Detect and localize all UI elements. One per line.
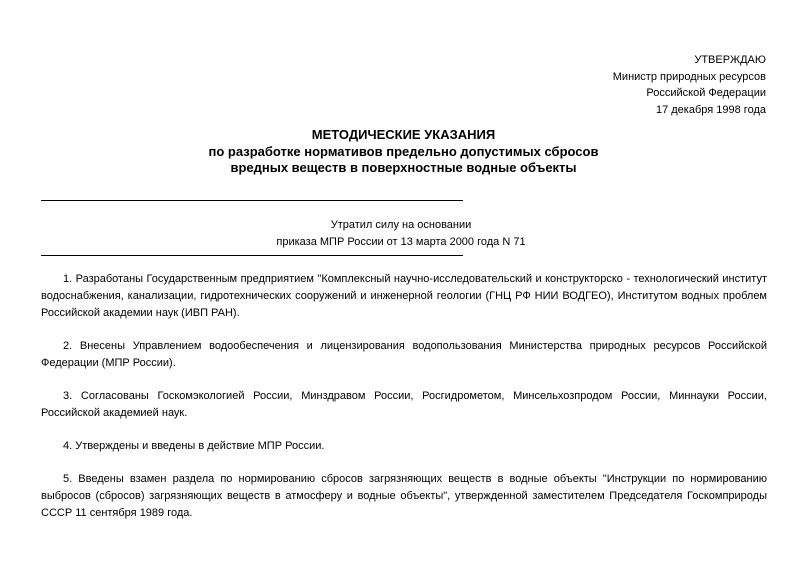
paragraph-5: 5. Введены взамен раздела по нормированию сбросов загрязняющих веществ в водные объекты "Инструкции по нормированию выбросов (сбросов) загрязняющих веществ в атмосферу и водные объекты", утвержденной заместителем Председателя Госкомприроды СССР 11 сентября 1989 года.: [41, 473, 767, 519]
divider-top: [41, 200, 463, 201]
approval-heading: УТВЕРЖДАЮ: [694, 54, 766, 66]
approval-organization: Российской Федерации: [646, 87, 766, 99]
paragraph-2: 2. Внесены Управлением водообеспечения и лицензирования водопользования Министерства природных ресурсов Российской Федерации (МПР России).: [41, 340, 767, 369]
document-body: [41, 271, 767, 538]
title-line-1: МЕТОДИЧЕСКИЕ УКАЗАНИЯ: [311, 127, 496, 142]
approval-date: 17 декабря 1998 года: [655, 103, 766, 116]
divider-bottom: [41, 255, 463, 256]
approval-position: Министр природных ресурсов: [612, 70, 766, 83]
paragraph-3: 3. Согласованы Госкомэкологией России, Минздравом России, Росгидрометом, Минсельхозпродом России, Миннауки России, Российской академией наук.: [41, 390, 767, 419]
revocation-line-1: Утратил силу на основании: [330, 219, 472, 231]
approval-stamp: [613, 52, 766, 118]
paragraph-1: 1. Разработаны Государственным предприятием "Комплексный научно-исследовательский и конструкторско - технологический институт водоснабжения, канализации, гидротехнических сооружений и инженерной геологии (ГНЦ РФ НИИ ВОДГЕО), Институтом водных проблем Российской академии наук (ИВП РАН).: [41, 273, 767, 319]
title-line-2: по разработке нормативов предельно допустимых сбросов: [208, 143, 599, 159]
document-title: [0, 127, 807, 177]
title-line-3: вредных веществ в поверхностные водные объекты: [230, 160, 577, 175]
revocation-line-2: приказа МПР России от 13 марта 2000 года N 71: [276, 235, 526, 248]
revocation-note: [41, 217, 761, 250]
paragraph-4: 4. Утверждены и введены в действие МПР России.: [63, 440, 325, 452]
